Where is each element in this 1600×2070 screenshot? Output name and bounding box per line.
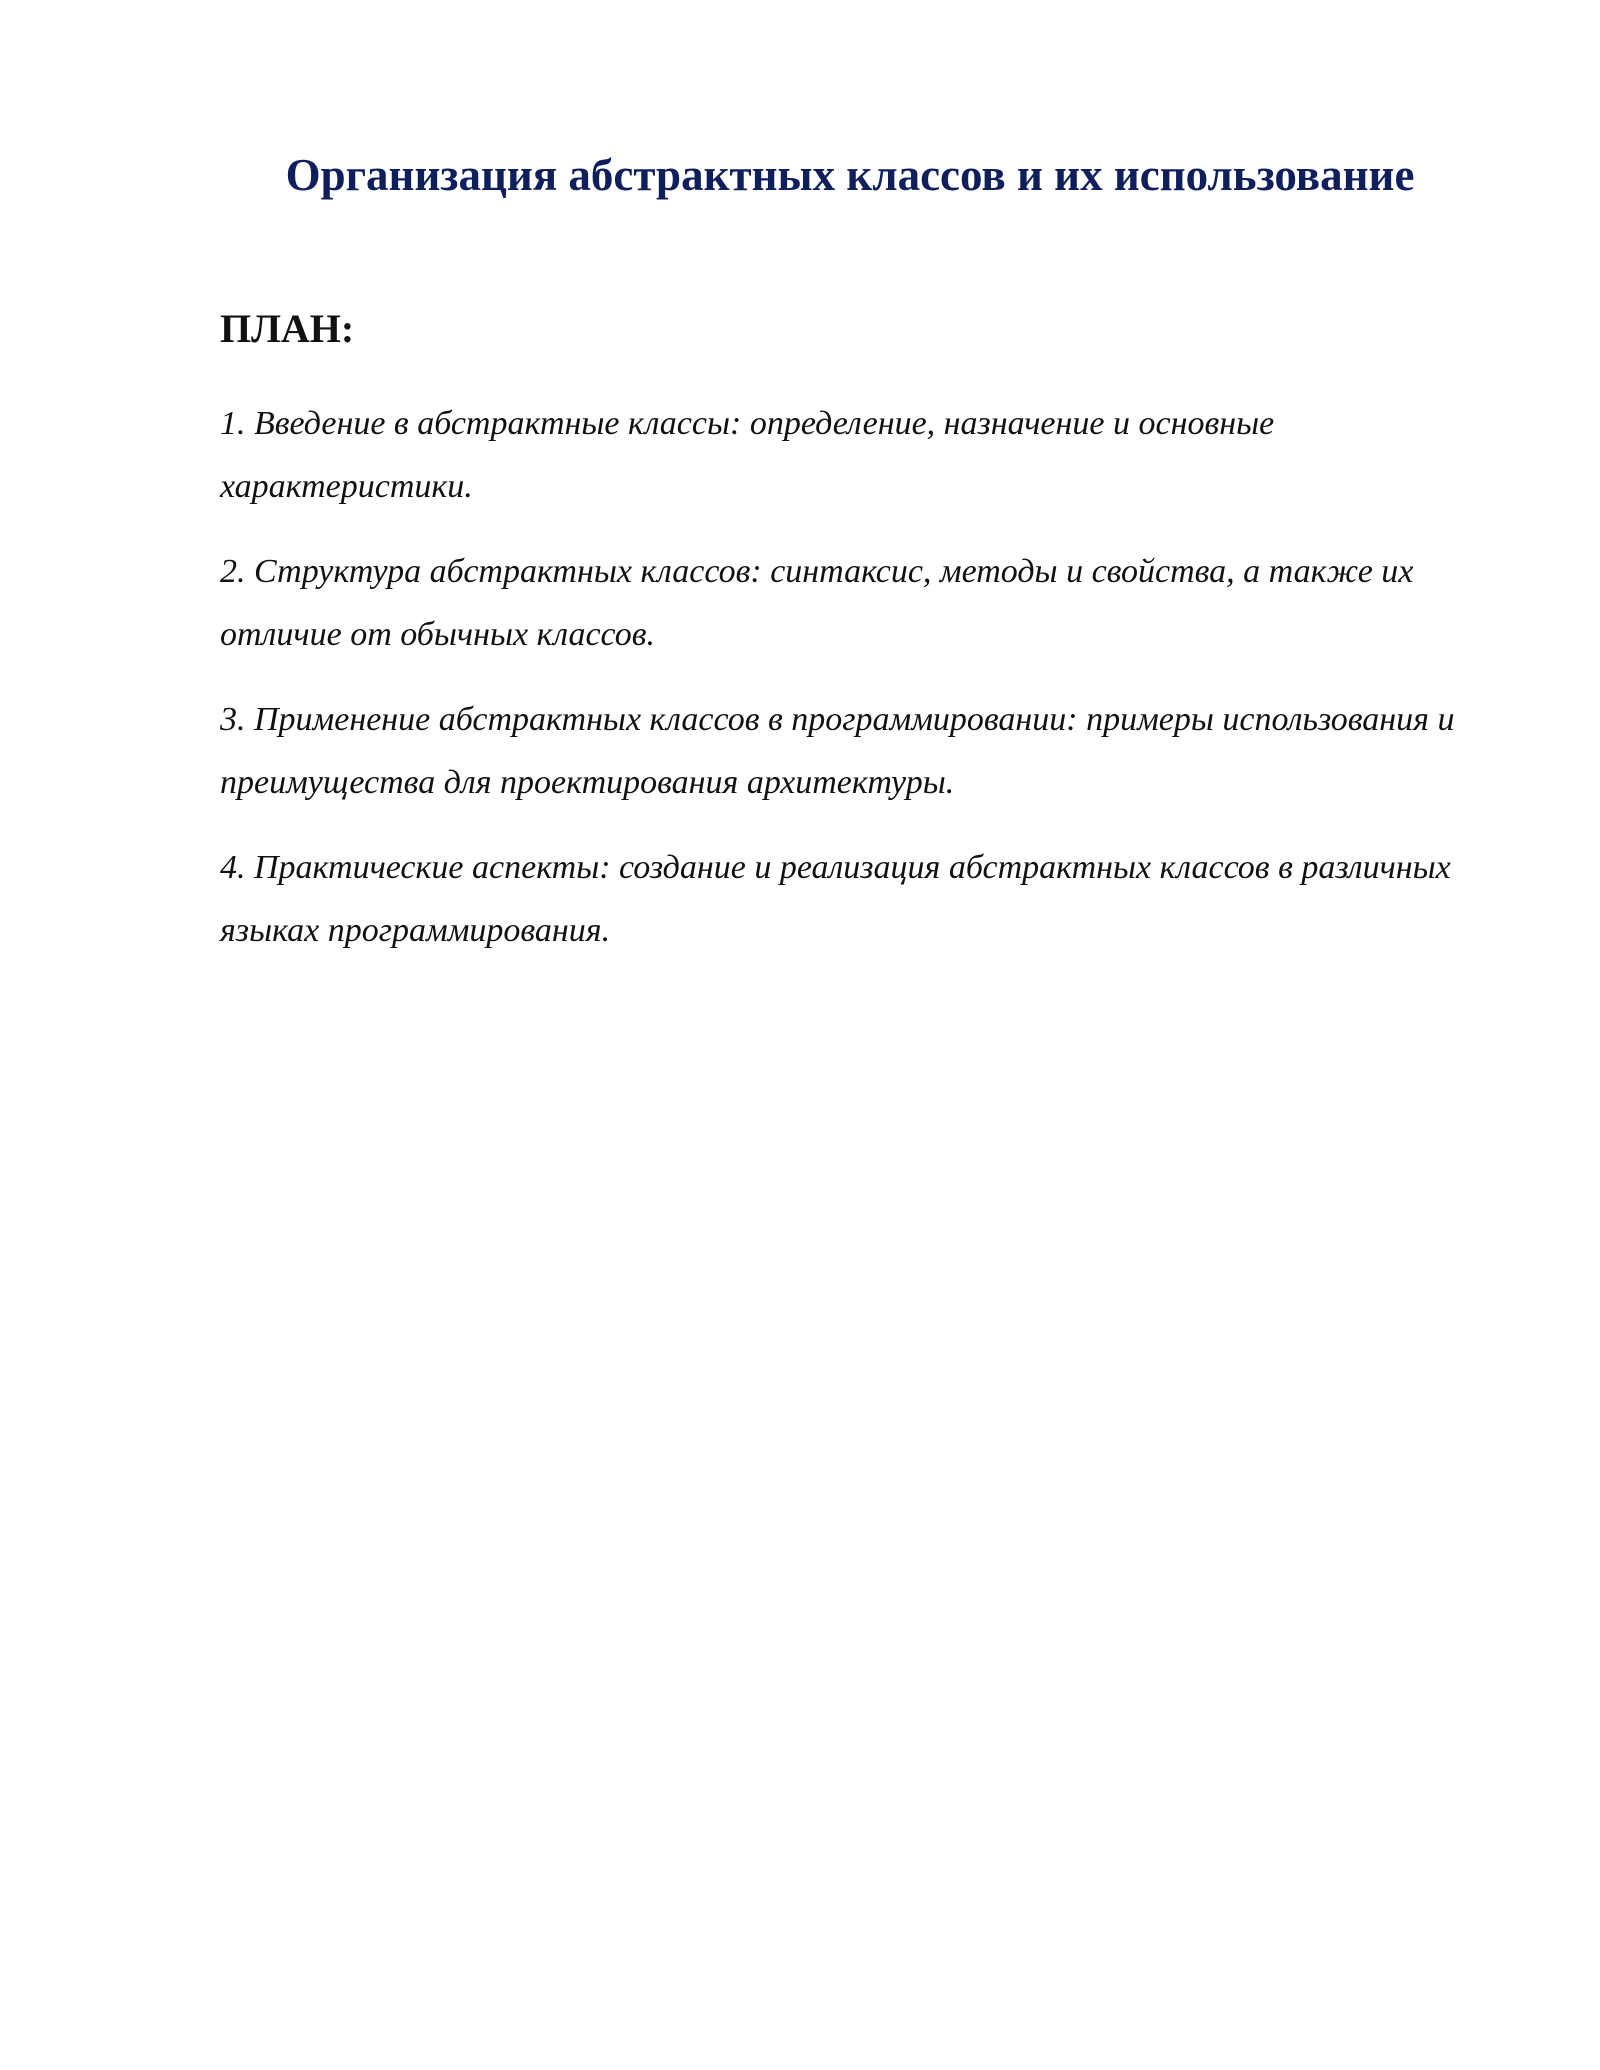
plan-list bbox=[220, 392, 1480, 984]
document-title: Организация абстрактных классов и их использование bbox=[285, 150, 1415, 200]
plan-item-1: 1. Введение в абстрактные классы: определение, назначение и основные характеристики. bbox=[220, 405, 1275, 505]
plan-item-3: 3. Применение абстрактных классов в программировании: примеры использования и преимущества для проектирования архитектуры. bbox=[220, 701, 1455, 801]
plan-item-4: 4. Практические аспекты: создание и реализация абстрактных классов в различных языках программирования. bbox=[220, 849, 1451, 949]
plan-heading: ПЛАН: bbox=[220, 306, 355, 351]
plan-item-2: 2. Структура абстрактных классов: синтаксис, методы и свойства, а также их отличие от обычных классов. bbox=[220, 553, 1414, 653]
